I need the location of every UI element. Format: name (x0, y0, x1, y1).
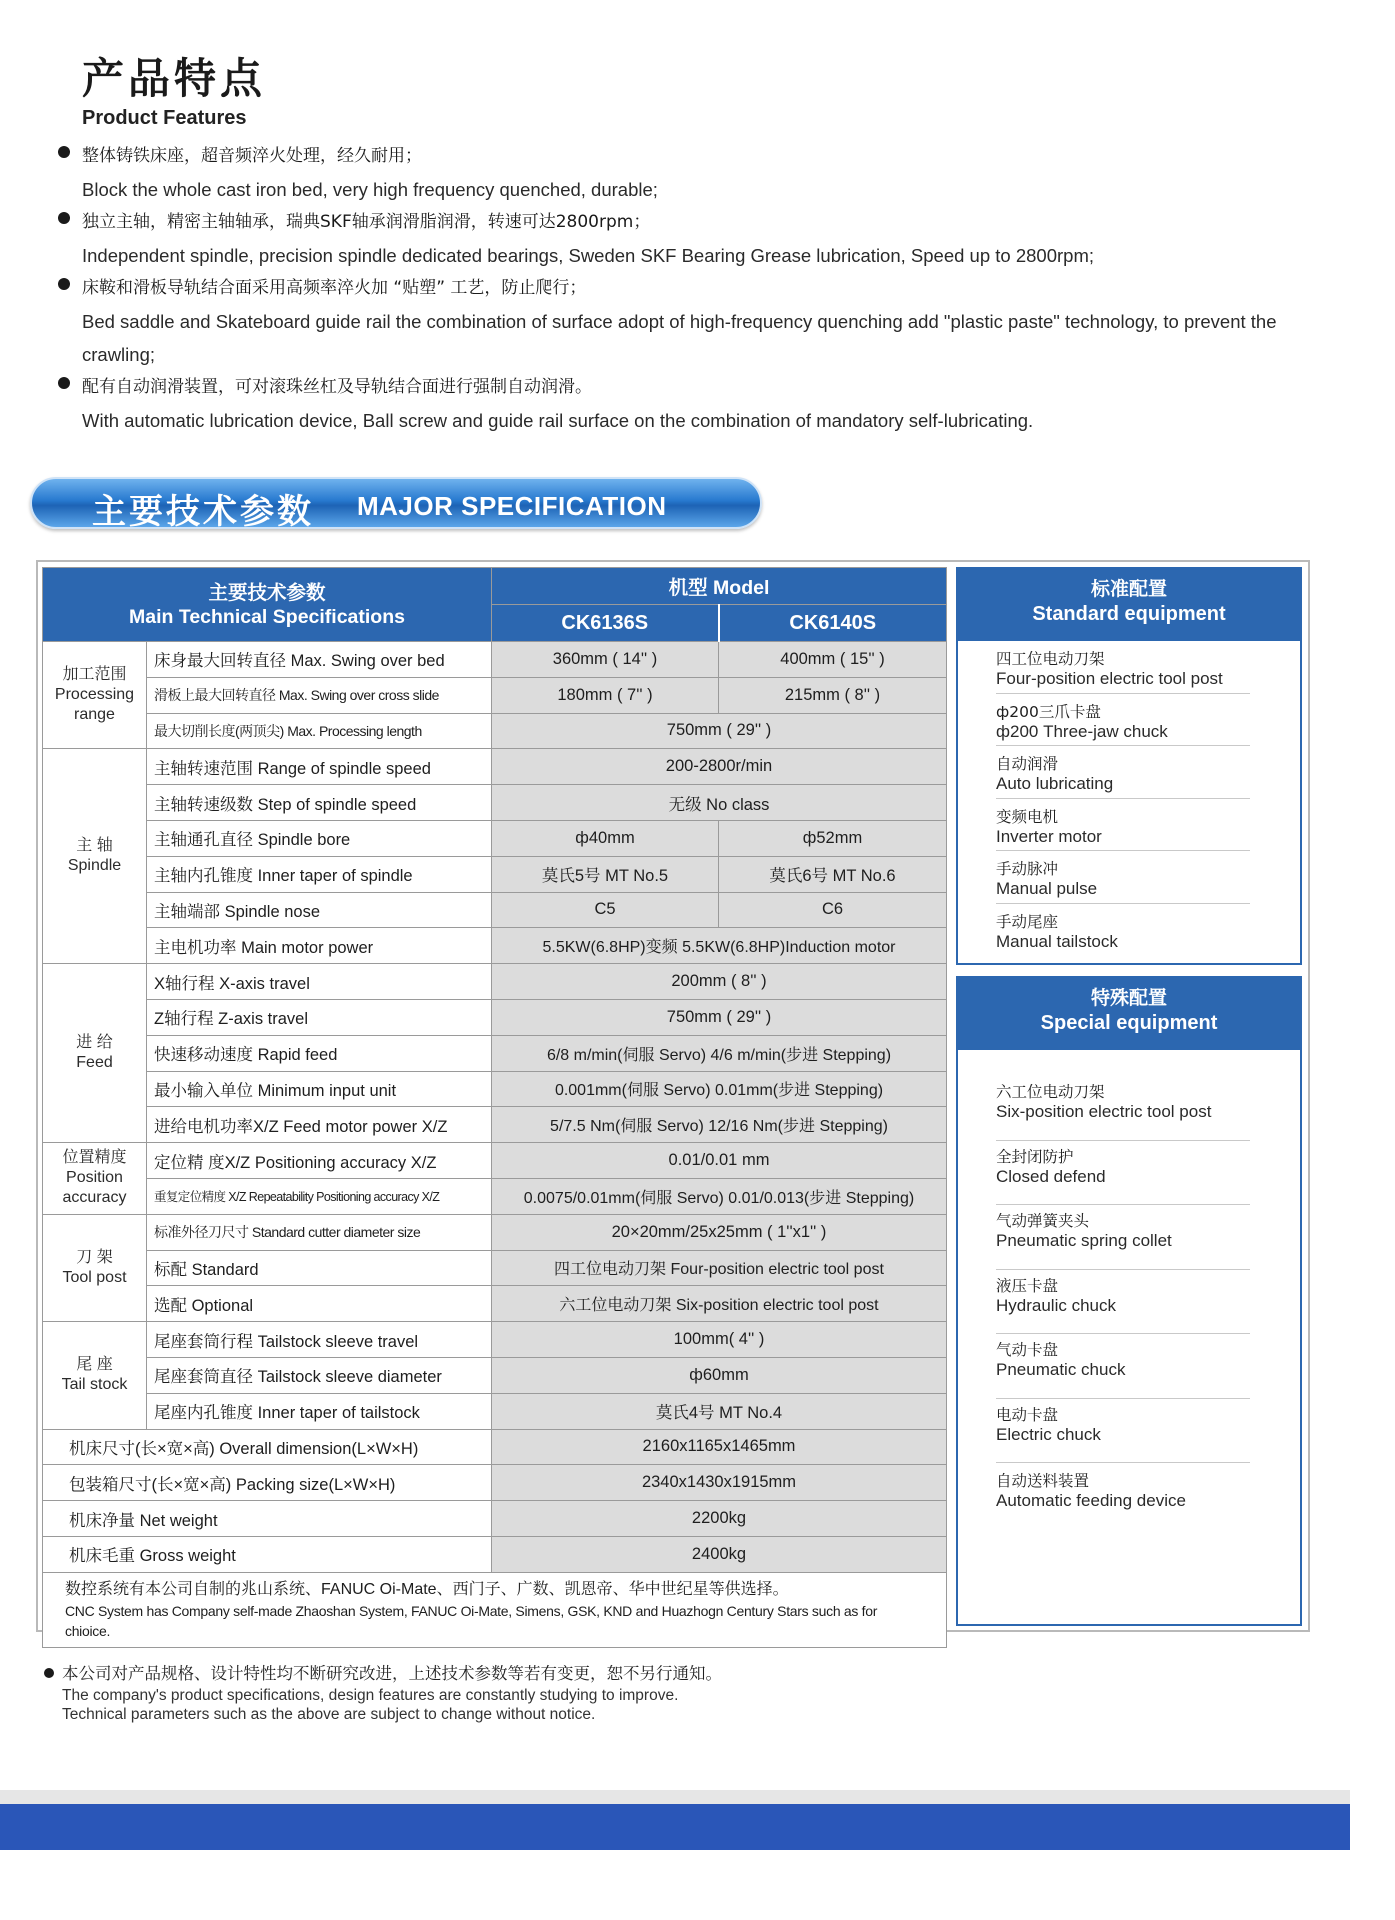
param-label: 机床毛重 Gross weight (43, 1536, 492, 1572)
param-label: 机床尺寸(长×宽×高) Overall dimension(L×W×H) (43, 1429, 492, 1465)
table-row (43, 964, 947, 1000)
list-item (996, 1399, 1250, 1464)
item-cn: 自动润滑 (996, 755, 1059, 773)
bullet-icon (58, 146, 70, 158)
value-ck6136s: C5 (492, 892, 719, 928)
spec-table (42, 567, 947, 1648)
item-en: Inverter motor (996, 826, 1102, 846)
feature-text-cn: 独立主轴，精密主轴轴承，瑞典SKF轴承润滑脂润滑，转速可达2800rpm； (82, 212, 651, 232)
category-cn: 加工范围 (62, 666, 127, 684)
section-banner (30, 477, 762, 532)
table-row (43, 1322, 947, 1358)
feature-text-en: Block the whole cast iron bed, very high frequency quenched, durable; (82, 179, 658, 200)
table-row (43, 1501, 947, 1537)
table-row (43, 677, 947, 713)
category-feed (43, 964, 147, 1143)
special-equipment-list (958, 1050, 1300, 1528)
param-label: 主轴通孔直径 Spindle bore (147, 820, 492, 856)
value-shared: 四工位电动刀架 Four-position electric tool post (492, 1250, 947, 1286)
value-ck6136s: 180mm ( 7'' ) (492, 677, 719, 713)
value-shared: 2160x1165x1465mm (492, 1429, 947, 1465)
value-shared: 无级 No class (492, 785, 947, 821)
value-ck6140s: C6 (719, 892, 947, 928)
table-row (43, 1536, 947, 1572)
value-shared: 0.001mm(伺服 Servo) 0.01mm(步进 Stepping) (492, 1071, 947, 1107)
header-model-ck6140s: CK6140S (719, 605, 947, 642)
value-ck6136s: 360mm ( 14'' ) (492, 642, 719, 678)
param-label: 床身最大回转直径 Max. Swing over bed (147, 642, 492, 678)
table-row (43, 1178, 947, 1214)
feature-item (58, 272, 1348, 371)
feature-text-en: With automatic lubrication device, Ball screw and guide rail surface on the combination of mandatory self-lubricating. (82, 410, 1034, 431)
note-en: CNC System has Company self-made Zhaoshan System, FANUC Oi-Mate, Simens, GSK, KND and Huazhogn Century Stars such as for chioice. (65, 1602, 878, 1639)
note-cn: 数控系统有本公司自制的兆山系统、FANUC Oi-Mate、西门子、广数、凯恩帝、华中世纪星等供选择。 (65, 1580, 789, 1598)
param-label: 重复定位精度 X/Z Repeatability Positioning accuracy X/Z (147, 1178, 492, 1214)
category-tail-stock (43, 1322, 147, 1429)
list-item (996, 746, 1250, 799)
standard-equipment-list (958, 641, 1300, 956)
param-label: 快速移动速度 Rapid feed (147, 1035, 492, 1071)
value-ck6140s: ф52mm (719, 820, 947, 856)
param-label: 尾座内孔锥度 Inner taper of tailstock (147, 1393, 492, 1429)
item-en: Electric chuck (996, 1424, 1101, 1444)
item-cn: 液压卡盘 (996, 1276, 1059, 1295)
footer-blue-bar (0, 1804, 1350, 1850)
list-item (996, 904, 1250, 957)
category-cn: 刀 架 (76, 1248, 113, 1266)
value-shared: ф60mm (492, 1357, 947, 1393)
value-shared: 莫氏4号 MT No.4 (492, 1393, 947, 1429)
value-shared: 750mm ( 29'' ) (492, 713, 947, 749)
table-row (43, 1357, 947, 1393)
param-label: 标准外径刀尺寸 Standard cutter diameter size (147, 1214, 492, 1250)
value-shared: 6/8 m/min(伺服 Servo) 4/6 m/min(步进 Stepping) (492, 1035, 947, 1071)
item-cn: 手动脉冲 (996, 860, 1059, 878)
param-label: 主轴内孔锥度 Inner taper of spindle (147, 856, 492, 892)
param-label: 主电机功率 Main motor power (147, 928, 492, 964)
value-shared: 750mm ( 29'' ) (492, 999, 947, 1035)
table-row (43, 749, 947, 785)
param-label: 尾座套筒直径 Tailstock sleeve diameter (147, 1357, 492, 1393)
category-en: Tail stock (61, 1376, 128, 1394)
value-shared: 200-2800r/min (492, 749, 947, 785)
table-row (43, 1429, 947, 1465)
param-label: 进给电机功率X/Z Feed motor power X/Z (147, 1107, 492, 1143)
value-ck6140s: 215mm ( 8'' ) (719, 677, 947, 713)
item-en: Closed defend (996, 1166, 1106, 1186)
item-cn: 四工位电动刀架 (996, 650, 1105, 668)
list-item (996, 1463, 1250, 1528)
list-item (996, 1270, 1250, 1335)
table-row (43, 892, 947, 928)
param-label: 滑板上最大回转直径 Max. Swing over cross slide (147, 677, 492, 713)
item-en: Pneumatic chuck (996, 1360, 1126, 1379)
item-en: Automatic feeding device (996, 1491, 1186, 1510)
feature-text-en: Independent spindle, precision spindle dedicated bearings, Sweden SKF Bearing Grease lubrication, Speed up to 2800rpm; (82, 245, 1094, 266)
value-shared: 0.0075/0.01mm(伺服 Servo) 0.01/0.013(步进 Stepping) (492, 1178, 947, 1214)
product-features (58, 52, 1348, 437)
item-cn: 自动送料装置 (996, 1472, 1090, 1490)
item-en: Four-position electric tool post (996, 669, 1223, 688)
item-en: Manual pulse (996, 879, 1098, 898)
feature-list (58, 140, 1348, 437)
param-label: 最大切削长度(两顶尖) Max. Processing length (147, 713, 492, 749)
category-en: Feed (76, 1054, 113, 1072)
category-cn: 进 给 (76, 1034, 113, 1052)
features-title-cn: 产品特点 (82, 54, 267, 103)
category-tool-post (43, 1214, 147, 1321)
panel-title-cn: 特殊配置 (1090, 987, 1167, 1009)
list-item (996, 799, 1250, 852)
item-en: ф200 Three-jaw chuck (996, 721, 1168, 741)
feature-text-cn: 配有自动润滑装置，可对滚珠丝杠及导轨结合面进行强制自动润滑。 (82, 377, 592, 397)
item-cn: 全封闭防护 (996, 1147, 1074, 1166)
table-row (43, 1286, 947, 1322)
bullet-icon (58, 377, 70, 389)
list-item (996, 851, 1250, 904)
category-en: Tool post (62, 1268, 127, 1286)
param-label: 标配 Standard (147, 1250, 492, 1286)
category-spindle (43, 749, 147, 964)
category-cn: 尾 座 (76, 1356, 113, 1374)
bullet-icon (58, 212, 70, 224)
table-row (43, 1071, 947, 1107)
header-model: 机型 Model (492, 568, 947, 605)
value-shared: 2200kg (492, 1501, 947, 1537)
features-title-en: Product Features (82, 107, 247, 129)
category-position-accuracy (43, 1143, 147, 1215)
table-row (43, 642, 947, 678)
feature-item (58, 371, 1348, 437)
category-cn: 主 轴 (76, 837, 113, 855)
param-label: 包装箱尺寸(长×宽×高) Packing size(L×W×H) (43, 1465, 492, 1501)
table-row (43, 1393, 947, 1429)
value-shared: 20×20mm/25x25mm ( 1''x1'' ) (492, 1214, 947, 1250)
panel-title-cn: 标准配置 (1090, 578, 1167, 600)
value-shared: 2400kg (492, 1536, 947, 1572)
notice-en-line-1: The company's product specifications, design features are constantly studying to improve. (62, 1687, 679, 1704)
list-item (996, 641, 1250, 694)
param-label: 定位精 度X/Z Positioning accuracy X/Z (147, 1143, 492, 1179)
header-main-spec (43, 568, 492, 642)
param-label: 机床净量 Net weight (43, 1501, 492, 1537)
notice-en-line-2: Technical parameters such as the above are subject to change without notice. (62, 1706, 596, 1723)
category-en: Position accuracy (62, 1169, 127, 1207)
cnc-system-note (43, 1572, 947, 1647)
list-item (996, 1334, 1250, 1399)
table-row (43, 785, 947, 821)
item-cn: 气动卡盘 (996, 1341, 1059, 1359)
list-item (996, 694, 1250, 747)
feature-item (58, 140, 1348, 206)
item-cn: 电动卡盘 (996, 1405, 1059, 1424)
item-en: Pneumatic spring collet (996, 1231, 1172, 1250)
change-notice (44, 1662, 944, 1724)
item-en: Auto lubricating (996, 774, 1114, 793)
value-ck6140s: 莫氏6号 MT No.6 (719, 856, 947, 892)
param-label: 选配 Optional (147, 1286, 492, 1322)
param-label: 主轴转速级数 Step of spindle speed (147, 785, 492, 821)
table-note-row (43, 1572, 947, 1647)
table-row (43, 928, 947, 964)
standard-equipment-panel (956, 567, 1302, 965)
table-row (43, 1214, 947, 1250)
header-main-cn: 主要技术参数 (208, 581, 326, 604)
header-main-en: Main Technical Specifications (129, 605, 405, 628)
item-cn: 变频电机 (996, 807, 1059, 826)
item-cn: 气动弹簧夹头 (996, 1212, 1090, 1230)
special-equipment-header (958, 978, 1300, 1050)
table-row (43, 713, 947, 749)
list-item (996, 1076, 1250, 1141)
list-item (996, 1141, 1250, 1206)
item-cn: ф200三爪卡盘 (996, 702, 1101, 721)
table-row (43, 1143, 947, 1179)
table-row (43, 820, 947, 856)
panel-title-en: Standard equipment (1032, 603, 1226, 625)
item-cn: 手动尾座 (996, 912, 1059, 931)
item-en: Six-position electric tool post (996, 1102, 1212, 1121)
value-ck6140s: 400mm ( 15'' ) (719, 642, 947, 678)
category-en: Spindle (67, 857, 122, 875)
table-row (43, 999, 947, 1035)
value-shared: 5.5KW(6.8HP)变频 5.5KW(6.8HP)Induction motor (492, 928, 947, 964)
notice-cn: 本公司对产品规格、设计特性均不断研究改进，上述技术参数等若有变更，恕不另行通知。 (62, 1664, 722, 1683)
param-label: X轴行程 X-axis travel (147, 964, 492, 1000)
feature-text-cn: 床鞍和滑板导轨结合面采用高频率淬火加 “贴塑” 工艺，防止爬行； (82, 278, 587, 298)
value-shared: 2340x1430x1915mm (492, 1465, 947, 1501)
footer-grey-bar (0, 1790, 1350, 1804)
table-row (43, 1465, 947, 1501)
item-cn: 六工位电动刀架 (996, 1083, 1105, 1101)
feature-text-cn: 整体铸铁床座，超音频淬火处理，经久耐用； (82, 146, 422, 166)
table-row (43, 1035, 947, 1071)
list-item (996, 1205, 1250, 1270)
banner-title-en: MAJOR SPECIFICATION (357, 491, 667, 521)
param-label: 主轴端部 Spindle nose (147, 892, 492, 928)
value-shared: 六工位电动刀架 Six-position electric tool post (492, 1286, 947, 1322)
value-ck6136s: 莫氏5号 MT No.5 (492, 856, 719, 892)
feature-item (58, 206, 1348, 272)
bullet-icon (44, 1668, 54, 1678)
category-processing-range (43, 642, 147, 749)
value-shared: 200mm ( 8'' ) (492, 964, 947, 1000)
value-ck6136s: ф40mm (492, 820, 719, 856)
table-header-row (43, 568, 947, 605)
param-label: 最小输入单位 Minimum input unit (147, 1071, 492, 1107)
standard-equipment-header (958, 569, 1300, 641)
special-equipment-panel (956, 976, 1302, 1626)
table-row (43, 856, 947, 892)
banner-title-cn: 主要技术参数 (92, 492, 314, 532)
param-label: Z轴行程 Z-axis travel (147, 999, 492, 1035)
table-row (43, 1250, 947, 1286)
feature-text-en: Bed saddle and Skateboard guide rail the combination of surface adopt of high-frequency quenching add "plastic paste" technology, to prevent the crawling; (82, 311, 1277, 365)
category-cn: 位置精度 (62, 1149, 127, 1167)
param-label: 尾座套筒行程 Tailstock sleeve travel (147, 1322, 492, 1358)
header-model-ck6136s: CK6136S (492, 605, 719, 642)
value-shared: 100mm( 4'' ) (492, 1322, 947, 1358)
item-en: Manual tailstock (996, 931, 1118, 951)
value-shared: 5/7.5 Nm(伺服 Servo) 12/16 Nm(步进 Stepping) (492, 1107, 947, 1143)
table-row (43, 1107, 947, 1143)
value-shared: 0.01/0.01 mm (492, 1143, 947, 1179)
panel-title-en: Special equipment (1040, 1012, 1218, 1034)
bullet-icon (58, 278, 70, 290)
param-label: 主轴转速范围 Range of spindle speed (147, 749, 492, 785)
category-en: Processing range (54, 686, 135, 724)
item-en: Hydraulic chuck (996, 1295, 1116, 1315)
